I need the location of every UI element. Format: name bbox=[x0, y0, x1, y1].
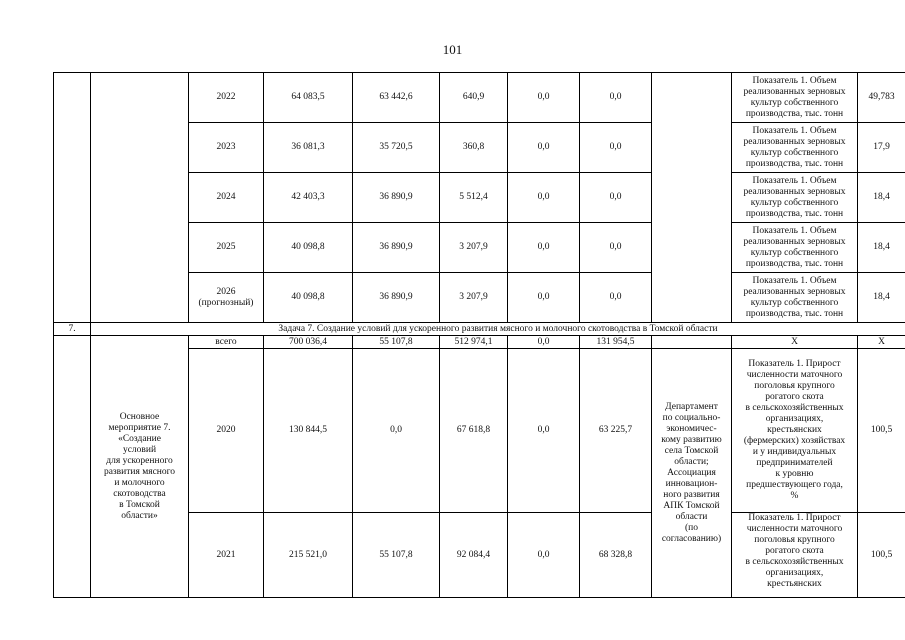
value-cell: Х bbox=[858, 336, 905, 349]
local-cell: 0,0 bbox=[508, 223, 580, 273]
total-cell: 215 521,0 bbox=[264, 513, 353, 598]
task-title: Задача 7. Создание условий для ускоренного развития мясного и молочного скотоводства в Томской области bbox=[91, 323, 905, 336]
regional-cell: 3 207,9 bbox=[440, 223, 508, 273]
total-cell: 40 098,8 bbox=[264, 223, 353, 273]
program-table bbox=[53, 72, 905, 598]
indicator-cell: Показатель 1. Объем реализованных зерновых культур собственного производства, тыс. тонн bbox=[732, 173, 858, 223]
other-cell: 0,0 bbox=[580, 223, 652, 273]
local-cell: 0,0 bbox=[508, 123, 580, 173]
indicator-cell: Показатель 1. Прирост численности маточного поголовья крупного рогатого скота в сельскохозяйственных организациях, крестьянских (фермерских) хозяйствах и у индивидуальных предпринимателей к уровню предшествующего года, % bbox=[732, 349, 858, 513]
year-cell: 2020 bbox=[189, 349, 264, 513]
regional-cell: 512 974,1 bbox=[440, 336, 508, 349]
local-cell: 0,0 bbox=[508, 273, 580, 323]
year-cell: 2025 bbox=[189, 223, 264, 273]
indicator-cell: Показатель 1. Объем реализованных зерновых культур собственного производства, тыс. тонн bbox=[732, 273, 858, 323]
federal-cell: 36 890,9 bbox=[353, 223, 440, 273]
indicator-text: Показатель 1. Прирост численности маточного поголовья крупного рогатого скота в сельскохозяйственных организациях, крестьянских bbox=[745, 513, 844, 589]
value-cell: 100,5 bbox=[858, 513, 905, 598]
total-cell: 700 036,4 bbox=[264, 336, 353, 349]
regional-cell: 92 084,4 bbox=[440, 513, 508, 598]
year-cell: 2024 bbox=[189, 173, 264, 223]
other-cell: 131 954,5 bbox=[580, 336, 652, 349]
value-cell: 17,9 bbox=[858, 123, 905, 173]
table-row bbox=[54, 73, 905, 123]
other-cell: 0,0 bbox=[580, 73, 652, 123]
number-cell bbox=[54, 336, 91, 598]
task-number: 7. bbox=[54, 323, 91, 336]
other-cell: 68 328,8 bbox=[580, 513, 652, 598]
regional-cell: 360,8 bbox=[440, 123, 508, 173]
total-cell: 40 098,8 bbox=[264, 273, 353, 323]
measure-cell bbox=[91, 73, 189, 323]
total-cell: 36 081,3 bbox=[264, 123, 353, 173]
year-cell: 2026 (прогнозный) bbox=[189, 273, 264, 323]
other-cell: 0,0 bbox=[580, 273, 652, 323]
indicator-cell: Показатель 1. Объем реализованных зерновых культур собственного производства, тыс. тонн bbox=[732, 73, 858, 123]
executor-empty-cell bbox=[652, 336, 732, 349]
other-cell: 63 225,7 bbox=[580, 349, 652, 513]
regional-cell: 67 618,8 bbox=[440, 349, 508, 513]
federal-cell: 63 442,6 bbox=[353, 73, 440, 123]
federal-cell: 55 107,8 bbox=[353, 336, 440, 349]
measure-total-row bbox=[54, 336, 905, 349]
total-cell: 64 083,5 bbox=[264, 73, 353, 123]
year-cell: 2022 bbox=[189, 73, 264, 123]
value-cell: 18,4 bbox=[858, 273, 905, 323]
year-cell: 2021 bbox=[189, 513, 264, 598]
page-number: 101 bbox=[442, 42, 463, 57]
federal-cell: 55 107,8 bbox=[353, 513, 440, 598]
measure-name: Основное мероприятие 7. «Создание условий для ускоренного развития мясного и молочного скотоводства в Томской области» bbox=[91, 336, 189, 598]
year-cell: 2023 bbox=[189, 123, 264, 173]
value-cell: 18,4 bbox=[858, 223, 905, 273]
federal-cell: 36 890,9 bbox=[353, 273, 440, 323]
federal-cell: 35 720,5 bbox=[353, 123, 440, 173]
executor-cell bbox=[652, 73, 732, 323]
indicator-cell bbox=[732, 513, 858, 598]
regional-cell: 5 512,4 bbox=[440, 173, 508, 223]
federal-cell: 0,0 bbox=[353, 349, 440, 513]
local-cell: 0,0 bbox=[508, 336, 580, 349]
total-cell: 42 403,3 bbox=[264, 173, 353, 223]
regional-cell: 640,9 bbox=[440, 73, 508, 123]
federal-cell: 36 890,9 bbox=[353, 173, 440, 223]
number-cell bbox=[54, 73, 91, 323]
task-row bbox=[54, 323, 905, 336]
indicator-cell: Показатель 1. Объем реализованных зерновых культур собственного производства, тыс. тонн bbox=[732, 223, 858, 273]
year-cell: всего bbox=[189, 336, 264, 349]
executor-cell: Департамент по социально- экономичес- кому развитию села Томской области; Ассоциация инновацион- ного развития АПК Томской области (по согласованию) bbox=[652, 349, 732, 598]
value-cell: 49,783 bbox=[858, 73, 905, 123]
local-cell: 0,0 bbox=[508, 173, 580, 223]
other-cell: 0,0 bbox=[580, 173, 652, 223]
value-cell: 100,5 bbox=[858, 349, 905, 513]
local-cell: 0,0 bbox=[508, 349, 580, 513]
local-cell: 0,0 bbox=[508, 513, 580, 598]
other-cell: 0,0 bbox=[580, 123, 652, 173]
regional-cell: 3 207,9 bbox=[440, 273, 508, 323]
value-cell: 18,4 bbox=[858, 173, 905, 223]
total-cell: 130 844,5 bbox=[264, 349, 353, 513]
indicator-cell: Показатель 1. Объем реализованных зерновых культур собственного производства, тыс. тонн bbox=[732, 123, 858, 173]
indicator-cell: Х bbox=[732, 336, 858, 349]
local-cell: 0,0 bbox=[508, 73, 580, 123]
